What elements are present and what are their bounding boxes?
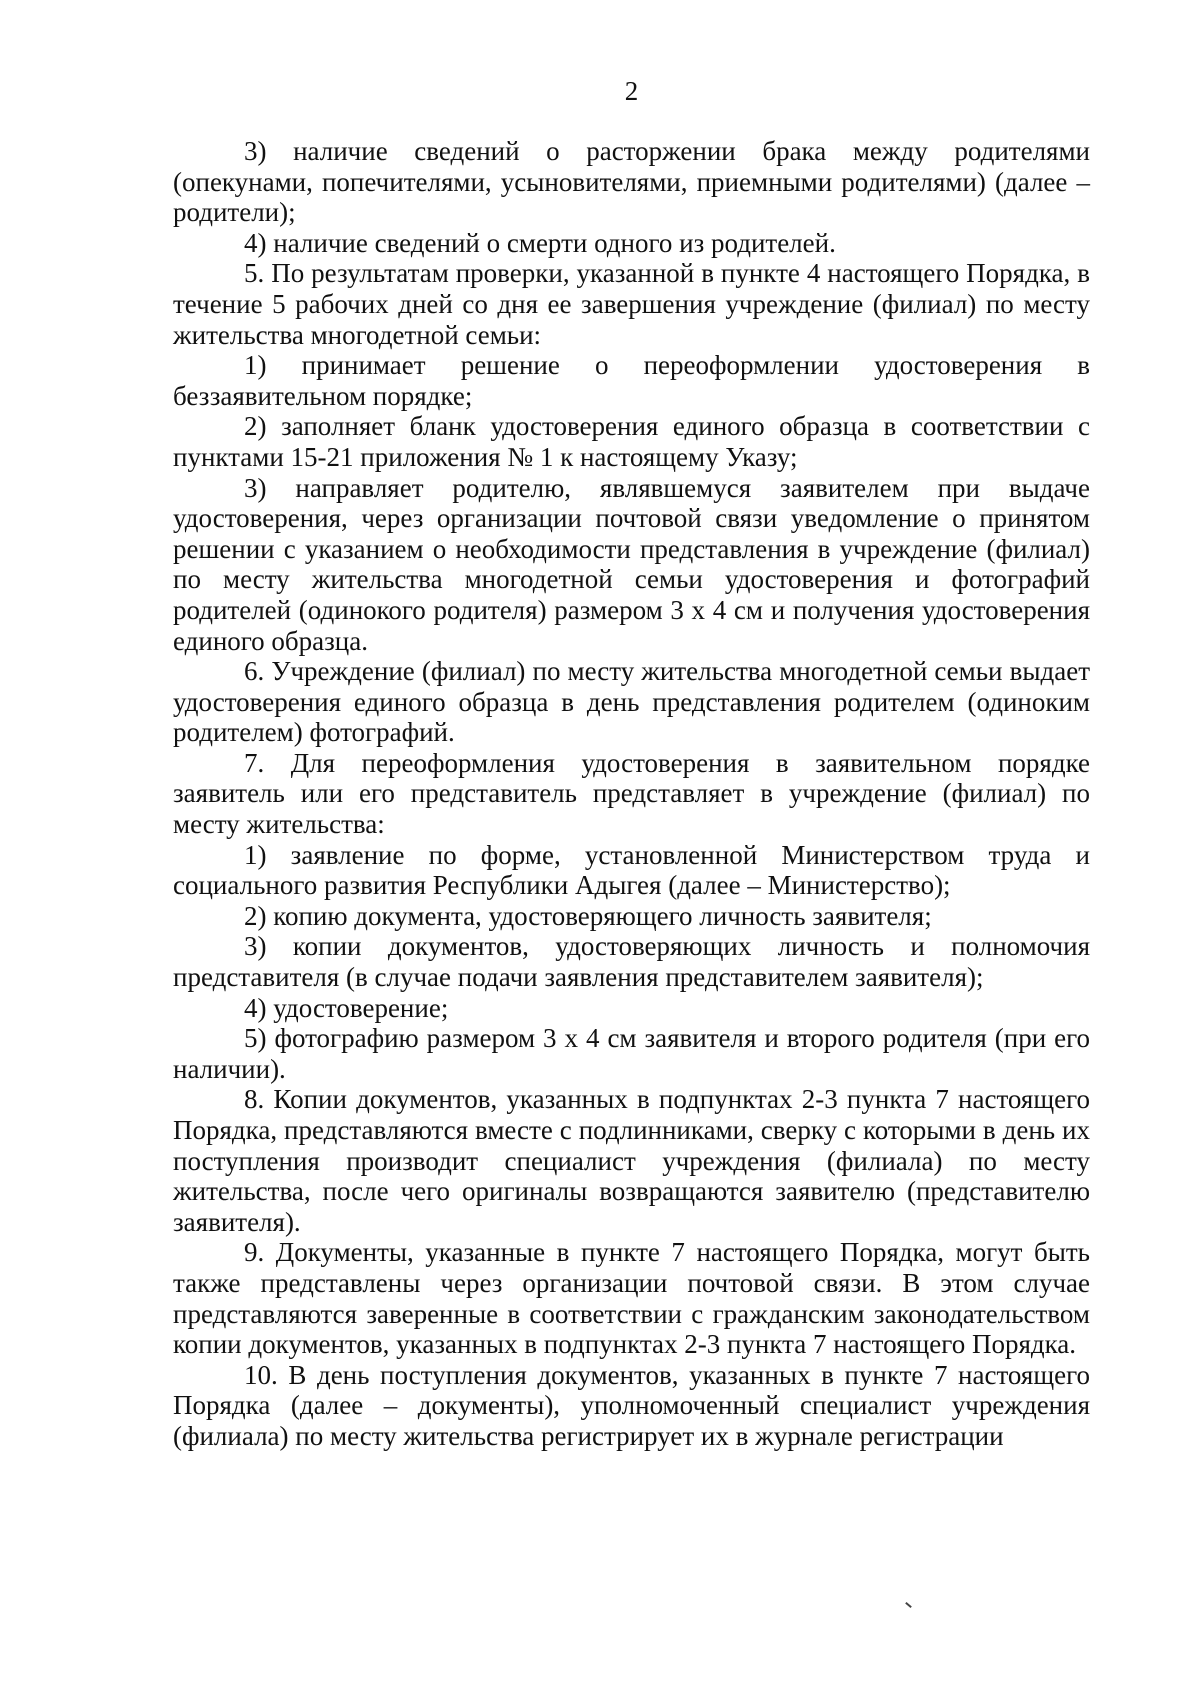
paragraph: 6. Учреждение (филиал) по месту жительства многодетной семьи выдает удостоверения единого образца в день представления родителем (одиноким родителем) фотографий. [173,656,1090,748]
paragraph: 3) копии документов, удостоверяющих личность и полномочия представителя (в случае подачи заявления представителем заявителя); [173,931,1090,993]
paragraph: 10. В день поступления документов, указанных в пункте 7 настоящего Порядка (далее – документы), уполномоченный специалист учреждения (филиала) по месту жительства регистрирует их в журнале регистрации [173,1359,1090,1451]
paragraph: 5. По результатам проверки, указанной в пункте 4 настоящего Порядка, в течение 5 рабочих дней со дня ее завершения учреждение (филиал) по месту жительства многодетной семьи: [173,258,1090,350]
paragraph: 2) копию документа, удостоверяющего личность заявителя; [244,900,932,931]
scan-speck [905,1602,912,1608]
paragraph: 4) наличие сведений о смерти одного из родителей. [244,227,836,258]
page-number: 2 [624,76,639,106]
paragraph: 7. Для переоформления удостоверения в заявительном порядке заявитель или его представитель представляет в учреждение (филиал) по месту жительства: [173,747,1090,840]
paragraph: 2) заполняет бланк удостоверения единого образца в соответствии с пунктами 15-21 приложения № 1 к настоящему Указу; [173,411,1090,472]
document-body [173,136,1090,1452]
paragraph: 8. Копии документов, указанных в подпунктах 2-3 пункта 7 настоящего Порядка, представляются вместе с подлинниками, сверку с которыми в день их поступления производит специалист учреждения (филиала) по месту жительства, после чего оригиналы возвращаются заявителю (представителю заявителя). [173,1084,1090,1237]
paragraph: 9. Документы, указанные в пункте 7 настоящего Порядка, могут быть также представлены через организации почтовой связи. В этом случае представляются заверенные в соответствии с гражданским законодательством копии документов, указанных в подпунктах 2-3 пункта 7 настоящего Порядка. [173,1237,1090,1360]
paragraph: 1) заявление по форме, установленной Министерством труда и социального развития Республики Адыгея (далее – Министерство); [173,839,1090,901]
paragraph: 3) направляет родителю, являвшемуся заявителем при выдаче удостоверения, через организации почтовой связи уведомление о принятом решении с указанием о необходимости представления в учреждение (филиал) по месту жительства многодетной семьи удостоверения и фотографий родителей (одинокого родителя) размером 3 х 4 см и получения удостоверения единого образца. [173,472,1090,656]
paragraph: 1) принимает решение о переоформлении удостоверения в беззаявительном порядке; [173,350,1090,411]
paragraph: 4) удостоверение; [244,992,449,1023]
paragraph: 5) фотографию размером 3 х 4 см заявителя и второго родителя (при его наличии). [173,1023,1090,1084]
paragraph: 3) наличие сведений о расторжении брака между родителями (опекунами, попечителями, усыновителями, приемными родителями) (далее – родители); [173,136,1090,228]
